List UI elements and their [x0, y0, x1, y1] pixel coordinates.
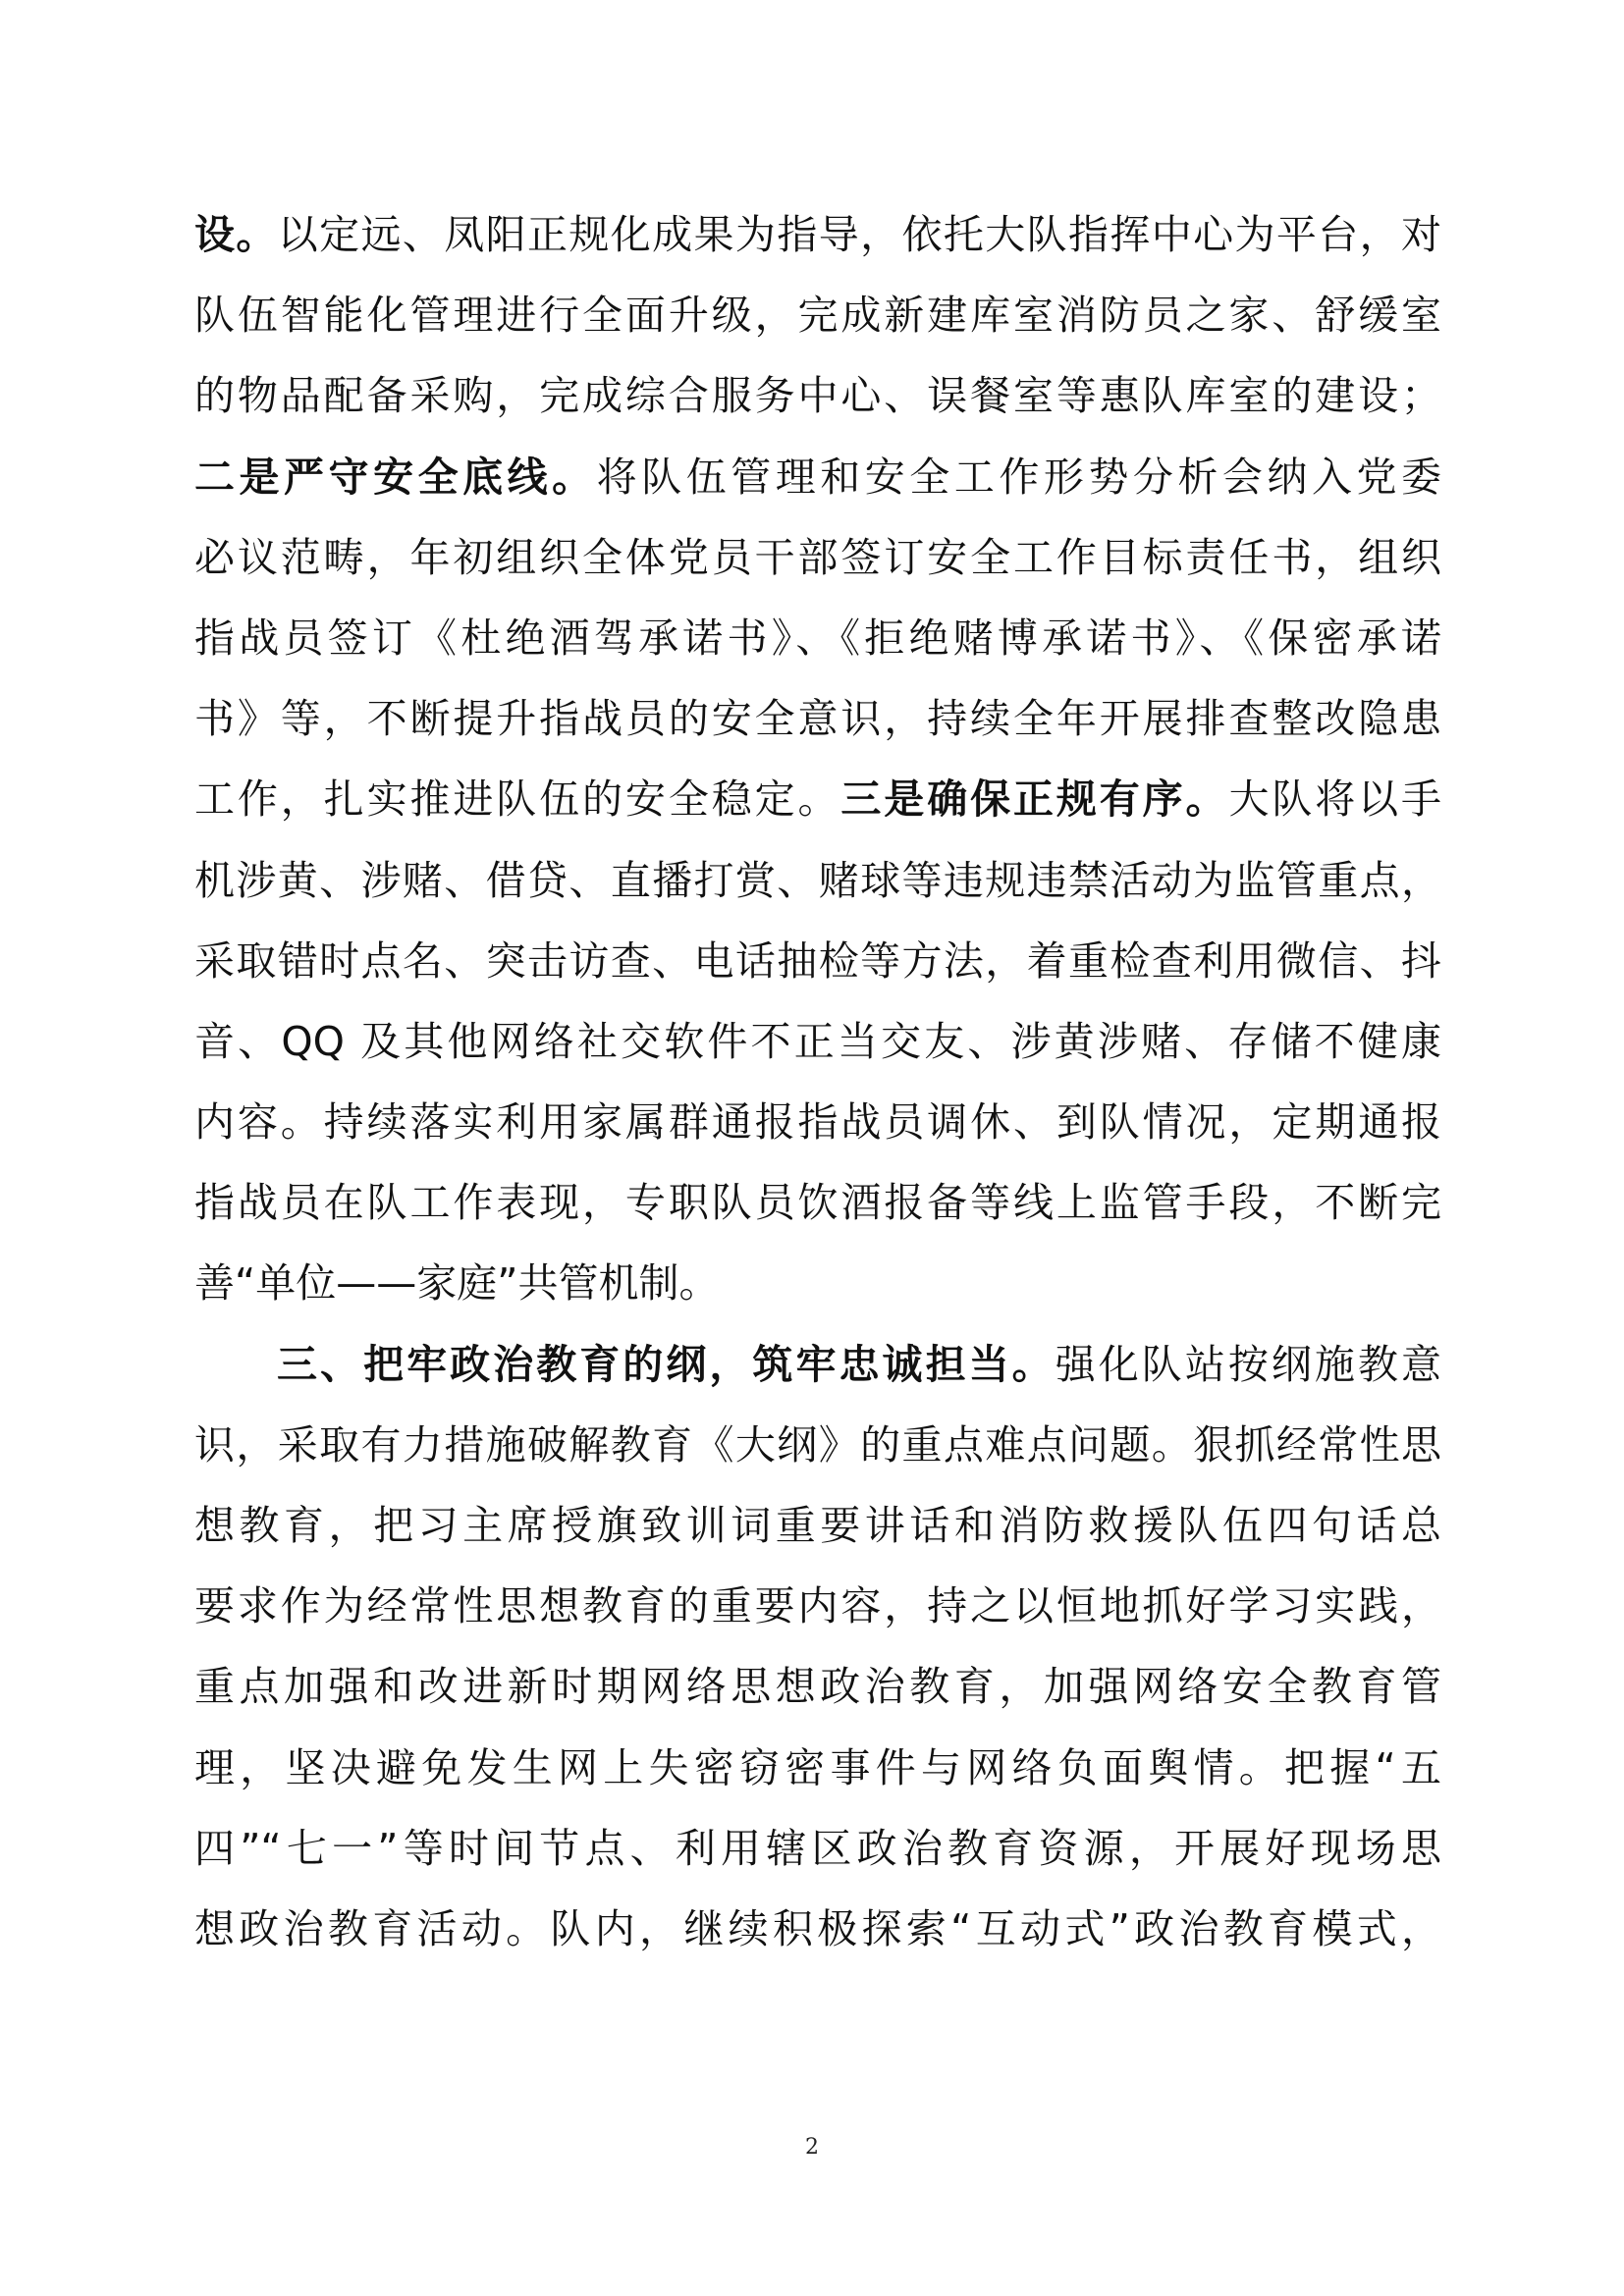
text-line: [194, 1405, 1441, 1485]
text-line: [194, 1566, 1441, 1646]
text-run: 必议范畴，年初组织全体党员干部签订安全工作目标责任书，组织: [194, 533, 1441, 581]
text-run: 机涉黄、涉赌、借贷、直播打赏、赌球等违规违禁活动为监管重点，: [194, 856, 1441, 904]
text-line: [194, 517, 1441, 598]
section-heading-line: [194, 1324, 1441, 1405]
text-line: [194, 1808, 1441, 1889]
text-line: [194, 921, 1441, 1001]
text-run: 四”“七一”等时间节点、利用辖区政治教育资源，开展好现场思: [194, 1824, 1441, 1872]
text-line: [194, 759, 1441, 839]
text-run: 工作，扎实推进队伍的安全稳定。: [194, 775, 841, 824]
text-run: 指战员签订《杜绝酒驾承诺书》、《拒绝赌博承诺书》、《保密承诺: [194, 614, 1441, 662]
text-line: [194, 1001, 1441, 1082]
text-run: 的物品配备采购，完成综合服务中心、误餐室等惠队库室的建设；: [194, 372, 1441, 420]
text-run: 重点加强和改进新时期网络思想政治教育，加强网络安全教育管: [194, 1663, 1441, 1711]
text-line: [194, 598, 1441, 678]
section-heading: 三、把牢政治教育的纲，筑牢忠诚担当。: [277, 1340, 1056, 1388]
document-body: [194, 194, 1441, 1969]
text-line: [194, 1646, 1441, 1727]
text-line: [194, 840, 1441, 921]
bold-phrase: 二是严守安全底线。: [194, 453, 597, 501]
text-run: 指战员在队工作表现，专职队员饮酒报备等线上监管手段，不断完: [194, 1179, 1441, 1227]
text-line: [194, 1162, 1441, 1243]
text-run: 大队将以手: [1228, 775, 1441, 824]
text-run: 采取错时点名、突击访查、电话抽检等方法，着重检查利用微信、抖: [194, 936, 1441, 985]
text-run: 内容。持续落实利用家属群通报指战员调休、到队情况，定期通报: [194, 1098, 1441, 1147]
text-run: 将队伍管理和安全工作形势分析会纳入党委: [596, 453, 1441, 501]
text-line: [194, 1728, 1441, 1808]
text-run: 要求作为经常性思想教育的重要内容，持之以恒地抓好学习实践，: [194, 1582, 1441, 1630]
text-line: [194, 1243, 1441, 1323]
text-line: [194, 1485, 1441, 1566]
page-number: 2: [805, 2135, 819, 2160]
text-run: 想教育，把习主席授旗致训词重要讲话和消防救援队伍四句话总: [194, 1502, 1441, 1549]
text-line: [194, 355, 1441, 436]
text-line: [194, 194, 1441, 275]
text-run: 识，采取有力措施破解教育《大纲》的重点难点问题。狠抓经常性思: [194, 1420, 1441, 1468]
text-run: 想政治教育活动。队内，继续积极探索“互动式”政治教育模式，: [194, 1904, 1441, 1952]
text-run: 以定远、凤阳正规化成果为指导，依托大队指挥中心为平台，对: [277, 211, 1441, 258]
text-run: 音、QQ 及其他网络社交软件不正当交友、涉黄涉赌、存储不健康: [194, 1017, 1441, 1065]
text-line: [194, 437, 1441, 517]
text-line: [194, 275, 1441, 355]
text-line: [194, 1082, 1441, 1162]
text-run: 书》等，不断提升指战员的安全意识，持续全年开展排查整改隐患: [194, 695, 1441, 743]
text-line: [194, 678, 1441, 759]
bold-phrase: 设。: [194, 211, 278, 258]
bold-phrase: 三是确保正规有序。: [840, 775, 1229, 824]
text-run: 善“单位——家庭”共管机制。: [194, 1259, 720, 1308]
text-line: [194, 1889, 1441, 1969]
text-run: 理，坚决避免发生网上失密窃密事件与网络负面舆情。把握“五: [194, 1743, 1441, 1791]
text-run: 队伍智能化管理进行全面升级，完成新建库室消防员之家、舒缓室: [194, 292, 1441, 340]
text-run: 强化队站按纲施教意: [1055, 1340, 1441, 1388]
